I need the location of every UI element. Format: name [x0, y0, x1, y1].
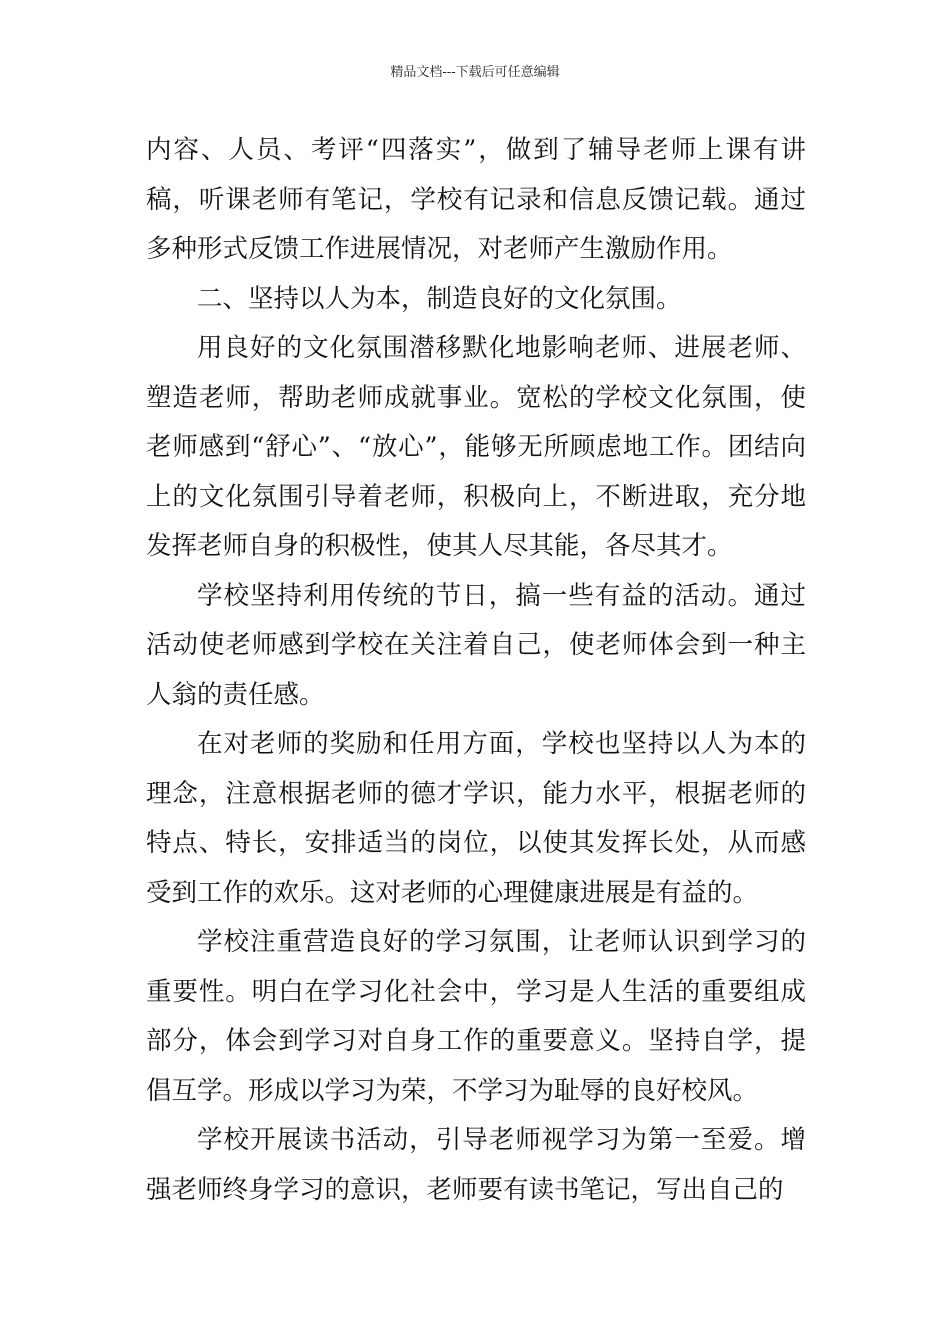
paragraph: 用良好的文化氛围潜移默化地影响老师、进展老师、塑造老师，帮助老师成就事业。宽松的学校文化氛围，使老师感到“舒心”、“放心”，能够无所顾虑地工作。团结向上的文化氛围引导着老师，积极向上，不断进取，充分地发挥老师自身的积极性，使其人尽其能，各尽其才。	[146, 333, 806, 561]
document-body	[146, 126, 806, 1215]
paragraph: 学校注重营造良好的学习氛围，让老师认识到学习的重要性。明白在学习化社会中，学习是人生活的重要组成部分，体会到学习对自身工作的重要意义。坚持自学，提倡互学。形成以学习为荣，不学习为耻辱的良好校风。	[146, 927, 806, 1106]
section-heading: 二、坚持以人为本，制造良好的文化氛围。	[197, 283, 682, 314]
page-header: 精品文档---下载后可任意编辑	[390, 65, 560, 80]
paragraph-continuation: 内容、人员、考评“四落实”，做到了辅导老师上课有讲稿，听课老师有笔记，学校有记录和信息反馈记载。通过多种形式反馈工作进展情况，对老师产生激励作用。	[146, 135, 806, 264]
paragraph: 在对老师的奖励和任用方面，学校也坚持以人为本的理念，注意根据老师的德才学识，能力水平，根据老师的特点、特长，安排适当的岗位，以使其发挥长处，从而感受到工作的欢乐。这对老师的心理健康进展是有益的。	[146, 729, 806, 908]
paragraph: 学校开展读书活动，引导老师视学习为第一至爱。增强老师终身学习的意识，老师要有读书笔记，写出自己的	[146, 1125, 806, 1205]
paragraph: 学校坚持利用传统的节日，搞一些有益的活动。通过活动使老师感到学校在关注着自己，使老师体会到一种主人翁的责任感。	[146, 580, 806, 710]
